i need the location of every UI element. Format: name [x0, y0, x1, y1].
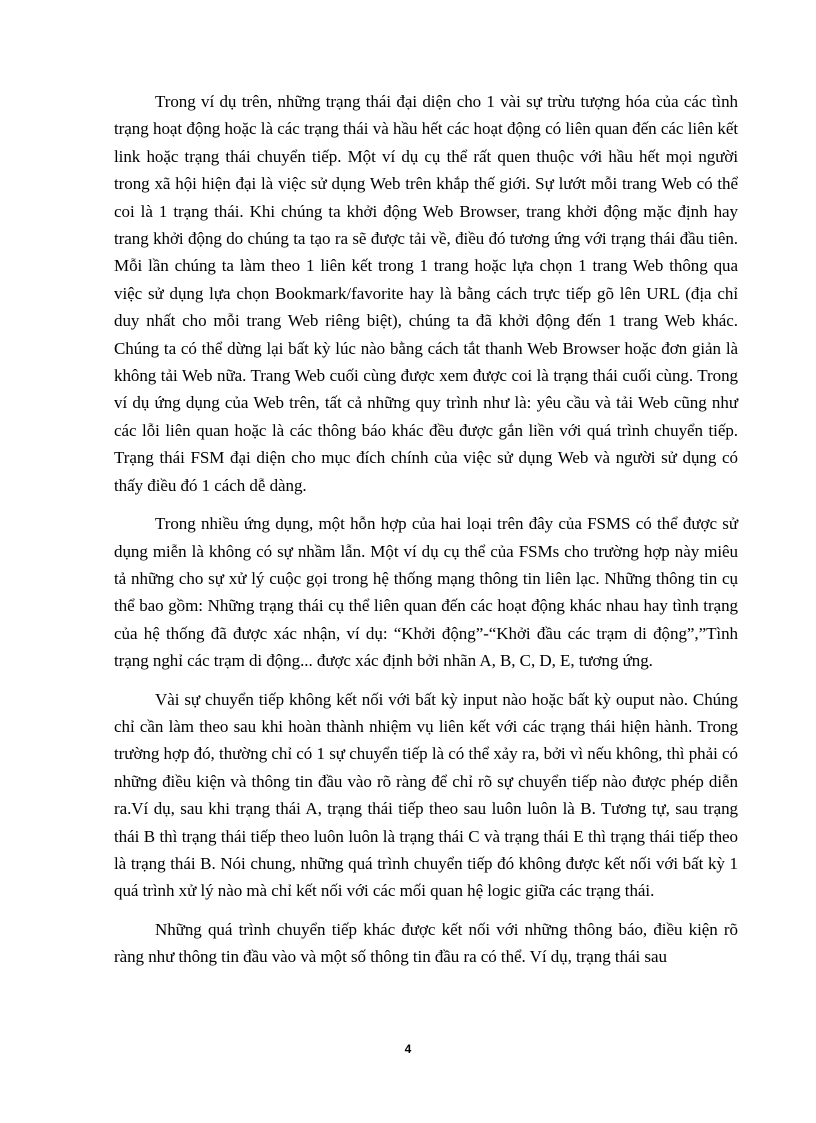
paragraph-2: Trong nhiều ứng dụng, một hỗn hợp của hai loại trên đây của FSMS có thể được sử dụng miễn là không có sự nhầm lẫn. Một ví dụ cụ thể của FSMs cho trường hợp này miêu tả những cho sự xử lý cuộc gọi trong hệ thống mạng thông tin liên lạc. Những thông tin cụ thể bao gồm: Những trạng thái cụ thể liên quan đến các hoạt động khác nhau hay tình trạng của hệ thống đã được xác nhận, ví dụ: “Khởi động”-“Khởi đầu các trạm di động”,”Tình trạng nghỉ các trạm di động... được xác định bởi nhãn A, B, C, D, E, tương ứng. [114, 514, 738, 671]
paragraph-4: Những quá trình chuyển tiếp khác được kết nối với những thông báo, điều kiện rõ ràng như thông tin đầu vào và một số thông tin đầu ra có thể. Ví dụ, trạng thái sau [114, 919, 738, 967]
paragraph-1: Trong ví dụ trên, những trạng thái đại diện cho 1 vài sự trừu tượng hóa của các tình trạng hoạt động hoặc là các trạng thái và hầu hết các hoạt động có liên quan đến các liên kết link hoặc trạng thái chuyển tiếp. Một ví dụ cụ thể rất quen thuộc với hầu hết mọi người trong xã hội hiện đại là việc sử dụng Web trên khắp thế giới. Sự lướt mỗi trang Web có thể coi là 1 trạng thái. Khi chúng ta khởi động Web Browser, trang khởi động mặc định hay trang khởi động do chúng ta tạo ra sẽ được tải về, điều đó tương ứng với trạng thái đầu tiên. Mỗi lần chúng ta làm theo 1 liên kết trong 1 trang hoặc lựa chọn 1 trang Web thông qua việc sử dụng lựa chọn Bookmark/favorite hay là bằng cách trực tiếp gõ lên URL (địa chỉ duy nhất cho mỗi trang Web riêng biệt), chúng ta đã khởi động đến 1 trang Web khác. Chúng ta có thể dừng lại bất kỳ lúc nào bằng cách tắt thanh Web Browser hoặc đơn giản là không tải Web nữa. Trang Web cuối cùng được xem được coi là trạng thái cuối cùng. Trong ví dụ ứng dụng của Web trên, tất cả những quy trình như là: yêu cầu và tải Web cũng như các lỗi liên quan hoặc là các thông báo khác đều được gắn liền với quá trình chuyển tiếp. Trạng thái FSM đại diện cho mục đích chính của việc sử dụng Web và người sử dụng có thấy điều đó 1 cách dễ dàng. [114, 92, 738, 495]
paragraph-3: Vài sự chuyển tiếp không kết nối với bất kỳ input nào hoặc bất kỳ ouput nào. Chúng chỉ cần làm theo sau khi hoàn thành nhiệm vụ liên kết với các trạng thái hiện hành. Trong trường hợp đó, thường chỉ có 1 sự chuyển tiếp là có thể xảy ra, bởi vì nếu không, thì phải có những điều kiện và thông tin đầu vào rõ ràng để chỉ rõ sự chuyển tiếp nào được phép diễn ra.Ví dụ, sau khi trạng thái A, trạng thái tiếp theo sau luôn luôn là B. Tương tự, sau trạng thái B thì trạng thái tiếp theo luôn luôn là trạng thái C và trạng thái E thì trạng thái tiếp theo là trạng thái B. Nói chung, những quá trình chuyển tiếp đó không được kết nối với bất kỳ 1 quá trình xử lý nào mà chỉ kết nối với các mối quan hệ logic giữa các trạng thái. [114, 689, 738, 901]
page-number: 4 [404, 1042, 412, 1056]
document-page [114, 88, 738, 982]
